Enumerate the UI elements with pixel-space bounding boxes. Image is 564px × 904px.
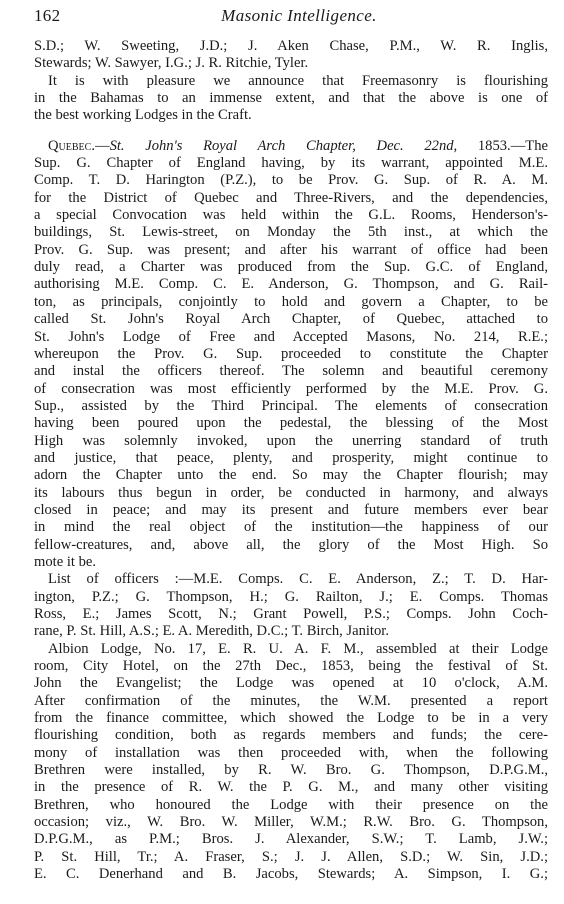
event-date: Dec. 22nd, (355, 137, 458, 154)
text-line: S.D.; W. Sweeting, J.D.; J. Aken Chase, P.M., W. R. Inglis, (34, 38, 548, 54)
text-line: Brethren were installed, by R. W. Bro. G. Thompson, D.P.G.M., (34, 762, 548, 779)
text-line: room, City Hotel, on the 27th Dec., 1853, being the festival of St. (34, 658, 548, 675)
text-line: of consecration was most efficiently performed by the M.E. Prov. G. (34, 380, 548, 397)
text-line: D.P.G.M., as P.M.; Bros. J. Alexander, S.W.; T. Lamb, J.W.; (34, 831, 548, 848)
place-heading: Quebec. (48, 137, 95, 154)
text-line: Albion Lodge, No. 17, E. R. U. A. F. M., assembled at their Lodge (48, 640, 548, 657)
text-line: in mind the real object of the institution—the happiness of our (34, 519, 548, 536)
text-line: adorn the Chapter unto the end. So may the Chapter flourish; may (34, 467, 548, 484)
text-line: ton, as principals, conjointly to hold and govern a Chapter, to be (34, 293, 548, 310)
text-line: fellow-creatures, and, above all, the glory of the Most High. So (34, 536, 548, 553)
paragraph-gap (34, 125, 548, 138)
text-line: mony of installation was then proceeded with, when the following (34, 744, 548, 761)
text-line: Stewards; W. Sawyer, I.G.; J. R. Ritchie, Tyler. (34, 55, 309, 72)
page-header (34, 6, 548, 32)
page-number: 162 (34, 6, 61, 25)
text-line: called St. John's Royal Arch Chapter, of Quebec, attached to (34, 311, 548, 328)
text-line: occasion; viz., W. Bro. W. Miller, W.M.; R.W. Bro. G. Thompson, (34, 814, 548, 831)
text-line: Sup., assisted by the Third Principal. The elements of consecration (34, 397, 548, 414)
running-title: Masonic Intelligence. (221, 6, 377, 25)
quebec-heading-line (34, 138, 548, 155)
text-line: John the Evangelist; the Lodge was opened at 10 o'clock, A.M. (34, 675, 548, 692)
text-line: Prov. G. Sup. was present; and after his warrant of office had been (34, 241, 548, 258)
text-line: High was solemnly invoked, upon the unerring standard of truth (34, 432, 548, 449)
article-body (34, 38, 548, 884)
text-line: in the Bahamas to an immense extent, and that the above is one of (34, 90, 548, 107)
text-line: Brethren, who honoured the Lodge with their presence on the (34, 796, 548, 813)
heading-rest: 1853.—The (457, 137, 548, 154)
text-line: having been poured upon the pedestal, the blessing of the Most (34, 415, 548, 432)
chapter-name: St. John's Royal Arch Chapter, (109, 137, 356, 154)
text-line: duly read, a Charter was produced from the Sup. G.C. of England, (34, 259, 548, 276)
text-line: and instal the officers thereof. The solemn and beautiful ceremony (34, 363, 548, 380)
text-line: Comp. T. D. Harington (P.Z.), to be Prov. G. Sup. of R. A. M. (34, 172, 548, 189)
text-line: List of officers :—M.E. Comps. C. E. Anderson, Z.; T. D. Har- (48, 571, 548, 588)
text-line: a special Convocation was held within the G.L. Rooms, Henderson's- (34, 207, 548, 224)
text-line: for the District of Quebec and Three-Rivers, and the dependencies, (34, 189, 548, 206)
text-line: ington, P.Z.; G. Thompson, H.; G. Railton, J.; E. Comps. Thomas (34, 588, 548, 605)
heading-dash: — (94, 137, 110, 154)
text-line: and justice, that peace, plenty, and prosperity, might continue to (34, 449, 548, 466)
text-line: St. John's Lodge of Free and Accepted Masons, No. 214, R.E.; (34, 328, 548, 345)
text-line: P. St. Hill, Tr.; A. Fraser, S.; J. J. Allen, S.D.; W. Sin, J.D.; (34, 848, 548, 865)
text-line: flourishing condition, both as regards members and funds; the cere- (34, 727, 548, 744)
text-line: authorising M.E. Comp. C. E. Anderson, G. Thompson, and G. Rail- (34, 276, 548, 293)
text-line: After confirmation of the minutes, the W.M. presented a report (34, 692, 548, 709)
text-line: Sup. G. Chapter of England having, by its warrant, appointed M.E. (34, 155, 548, 172)
text-line: It is with pleasure we announce that Freemasonry is flourishing (48, 72, 548, 89)
text-line: in the presence of R. W. the P. G. M., and many other visiting (34, 779, 548, 796)
text-line: whereupon the Prov. G. Sup. proceeded to constitute the Chapter (34, 345, 548, 362)
text-line: the best working Lodges in the Craft. (34, 107, 252, 124)
text-line: E. C. Denerhand and B. Jacobs, Stewards; A. Simpson, I. G.; (34, 866, 548, 883)
text-line: rane, P. St. Hill, A.S.; E. A. Meredith, D.C.; T. Birch, Janitor. (34, 623, 389, 640)
text-line: buildings, St. Lewis-street, on Monday the 5th inst., at which the (34, 224, 548, 241)
text-line: its labours thus begun in order, be conducted in harmony, and always (34, 484, 548, 501)
text-line: mote it be. (34, 553, 97, 570)
text-line: from the finance committee, which showed the Lodge to be in a very (34, 710, 548, 727)
text-line: closed in peace; and may its present and future members ever bear (34, 501, 548, 518)
text-line: Ross, E.; James Scott, N.; Grant Powell, P.S.; Comps. John Coch- (34, 606, 548, 622)
